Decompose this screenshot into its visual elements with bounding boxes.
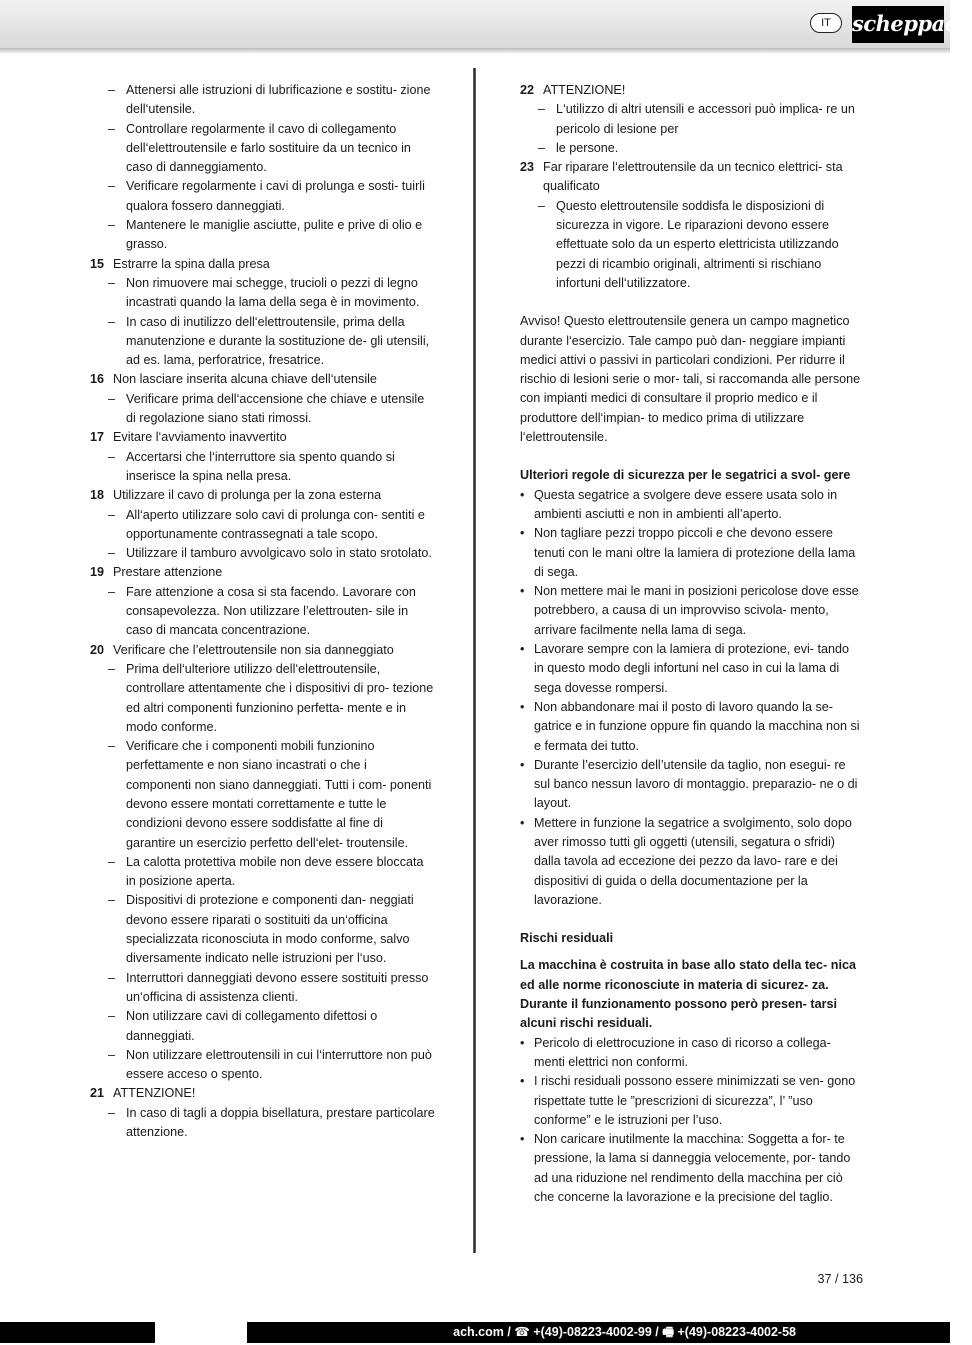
item-number: 22: [520, 83, 535, 97]
dash-marker: –: [108, 584, 116, 599]
dash-item: [90, 1007, 435, 1046]
numbered-item: [90, 486, 435, 505]
bullet-item: [520, 756, 862, 814]
item-text: Verificare che i componenti mobili funzionino perfettamente e non siano incastrati o che i componenti non siano danneggiati. Tutti i com- ponenti devono essere montati correttamente e tutte le condizioni devono essere soddisfatte al fine di garantire un esercizio perfetto dell‘elet- troutensile.: [126, 739, 432, 850]
item-text: Verificare regolarmente i cavi di prolunga e sosti- tuirli qualora fossero danneggiati.: [126, 179, 425, 213]
dash-item: [90, 216, 435, 255]
item-text: La calotta protettiva mobile non deve essere bloccata in posizione aperta.: [126, 854, 424, 889]
page-header: [0, 0, 950, 49]
dash-item: [90, 853, 435, 892]
dash-marker: –: [108, 854, 116, 869]
dash-item: [90, 583, 435, 641]
item-text: Non tagliare pezzi troppo piccoli e che devono essere tenuti con le mani oltre la lamiera di protezione della lama di sega.: [534, 526, 856, 579]
bullet-item: [520, 486, 862, 525]
item-text: Non mettere mai le mani in posizioni pericolose dove esse potrebbero, a causa di un improvviso scivola- mento, arrivare facilmente nella lama di sega.: [534, 584, 859, 637]
dash-item: [520, 197, 862, 293]
paragraph: Avviso! Questo elettroutensile genera un campo magnetico durante l‘esercizio. Tale campo può dan- neggiare impianti medici attivi o passivi in particolari condizioni. Per ridurre il rischio di lesioni serie o mor- tali, si raccomanda alle persone con impianti medici di consultare il proprio medico e il produttore dell‘impian- to medico prima di utilizzare l‘elettroutensile.: [520, 314, 861, 445]
dash-item: [90, 81, 435, 120]
item-text: I rischi residuali possono essere minimizzati se ven- gono rispettate tutte le ”prescrizioni di sicurezza”, l’ ”uso conforme” e le istruzioni per l’uso.: [534, 1074, 856, 1127]
dash-marker: –: [108, 893, 116, 908]
spacer: [520, 948, 862, 956]
dash-item: [90, 544, 435, 563]
item-text: Non utilizzare elettroutensili in cui l‘interruttore non può essere acceso o spento.: [126, 1047, 432, 1082]
dash-item: [90, 120, 435, 178]
spacer: [520, 910, 862, 929]
item-text: le persone.: [556, 140, 619, 155]
dash-marker: –: [108, 449, 116, 464]
dash-item: [520, 100, 862, 139]
dash-marker: –: [108, 391, 116, 406]
item-text: Mantenere le maniglie asciutte, pulite e prive di olio e grasso.: [126, 218, 423, 252]
dash-marker: –: [108, 179, 116, 194]
item-number: 16: [90, 372, 105, 387]
item-text: Non caricare inutilmente la macchina: Soggetta a for- te pressione, la lama si danneggia velocemente, por- tando ad una riduzione nel rendimento della macchina per ciò che concerne la lavorazione e la precisione del taglio.: [534, 1132, 851, 1205]
dash-marker: –: [108, 314, 116, 329]
spacer: [520, 293, 862, 312]
bullet-marker: •: [520, 487, 525, 502]
dash-marker: –: [108, 507, 116, 522]
right-column: [520, 81, 862, 1207]
item-text: Non abbandonare mai il posto di lavoro quando la se- gatrice e in funzione oppure fin quando la macchina non si e fermata dei tutto.: [534, 699, 860, 753]
item-text: Mettere in funzione la segatrice a svolgimento, solo dopo aver rimosso tutti gli oggetti (utensili, segatura o sfridi) dalla tavola ad eccezione dei pezzo da lavo- rare e dei dispositivi di guida o della documentazione per la lavorazione.: [534, 815, 852, 907]
item-text: In caso di tagli a doppia bisellatura, prestare particolare attenzione.: [126, 1105, 435, 1140]
dash-marker: –: [108, 661, 116, 676]
bullet-item: [520, 1072, 862, 1130]
bullet-item: [520, 698, 862, 756]
dash-item: [90, 448, 435, 487]
bullet-item: [520, 640, 862, 698]
spacer: [520, 447, 862, 466]
bullet-marker: •: [520, 526, 525, 541]
dash-marker: –: [538, 198, 546, 213]
item-number: 17: [90, 430, 105, 445]
item-text: Evitare l‘avviamento inavvertito: [113, 430, 287, 445]
item-text: Prima dell‘ulteriore utilizzo dell‘elettroutensile, controllare attentamente che i dispositivi di pro- tezione ed altri componenti funzionino perfetta- mente e in modo conforme.: [126, 661, 434, 734]
bullet-marker: •: [520, 642, 525, 657]
item-text: Non rimuovere mai schegge, trucioli o pezzi di legno incastrati quando la lama della sega è in movimento.: [126, 275, 420, 310]
item-text: Verificare prima dell‘accensione che chiave e utensile di regolazione siano stati rimossi.: [126, 391, 425, 426]
bullet-item: [520, 582, 862, 640]
item-text: Far riparare l‘elettroutensile da un tecnico elettrici- sta qualificato: [543, 160, 843, 194]
bullet-marker: •: [520, 757, 525, 772]
item-text: All‘aperto utilizzare solo cavi di prolunga con- sentiti e opportunamente contrassegnati a tale scopo.: [126, 507, 425, 541]
dash-item: [90, 969, 435, 1008]
item-number: 23: [520, 160, 535, 175]
dash-item: [90, 891, 435, 968]
language-badge: IT: [810, 13, 842, 33]
bullet-marker: •: [520, 1074, 525, 1089]
bullet-marker: •: [520, 584, 525, 599]
dash-marker: –: [108, 1047, 116, 1062]
left-column: [90, 81, 435, 1142]
section-heading: Ulteriori regole di sicurezza per le segatrici a svol- gere: [520, 468, 851, 483]
dash-item: [90, 1046, 435, 1085]
bullet-marker: •: [520, 1132, 525, 1147]
item-text: ATTENZIONE!: [543, 83, 626, 97]
bullet-marker: •: [520, 699, 525, 714]
item-text: Non lasciare inserita alcuna chiave dell‘utensile: [113, 372, 377, 387]
footer-contact: ach.com / ☎ +(49)-08223-4002-99 / 🖷 +(49)-08223-4002-58: [453, 1325, 796, 1339]
bullet-marker: •: [520, 815, 525, 830]
numbered-item: [520, 81, 862, 100]
numbered-item: [90, 641, 435, 660]
dash-marker: –: [108, 970, 116, 985]
item-text: Verificare che l’elettroutensile non sia danneggiato: [113, 642, 394, 657]
item-text: ATTENZIONE!: [113, 1086, 196, 1101]
item-text: Fare attenzione a cosa si sta facendo. Lavorare con consapevolezza. Non utilizzare l’elettrouten- sile in caso di mancata concentrazione.: [126, 584, 416, 638]
footer-gap: [155, 1322, 247, 1343]
dash-marker: –: [108, 275, 116, 290]
item-text: Questa segatrice a svolgere deve essere usata solo in ambienti asciutti e non in ambienti all’aperto.: [534, 487, 838, 521]
item-text: Controllare regolarmente il cavo di collegamento dell‘elettroutensile e farlo sostituire da un tecnico in caso di danneggiamento.: [126, 121, 411, 175]
dash-item: [520, 139, 862, 158]
numbered-item: [90, 563, 435, 582]
numbered-item: [520, 158, 862, 197]
brand-logo: scheppach: [852, 6, 944, 43]
dash-marker: –: [108, 218, 116, 233]
dash-marker: –: [108, 83, 116, 97]
item-number: 15: [90, 256, 105, 271]
item-text: Prestare attenzione: [113, 565, 223, 580]
item-text: Non utilizzare cavi di collegamento difettosi o danneggiati.: [126, 1009, 378, 1043]
item-text: Questo elettroutensile soddisfa le disposizioni di sicurezza in vigore. Le riparazioni devono essere effettuate solo da un esperto elettricista utilizzando pezzi di ricambio originali, altrimenti si rischiano infortuni dell‘utilizzatore.: [556, 198, 839, 290]
item-text: In caso di inutilizzo dell‘elettroutensile, prima della manutenzione e durante la sostituzione de- gli utensili, ad es. lama, perforatrice, fresatrice.: [126, 314, 430, 368]
dash-item: [90, 313, 435, 371]
numbered-item: [90, 370, 435, 389]
bullet-item: [520, 524, 862, 582]
item-text: Pericolo di elettrocuzione in caso di ricorso a collega- menti elettrici non conformi.: [534, 1035, 831, 1069]
numbered-item: [90, 1084, 435, 1103]
header-shadow: [0, 48, 950, 54]
dash-marker: –: [108, 1009, 116, 1024]
dash-item: [90, 274, 435, 313]
dash-item: [90, 390, 435, 429]
dash-marker: –: [538, 102, 546, 117]
item-text: Lavorare sempre con la lamiera di protezione, evi- tando in questo modo degli infortuni nel caso in cui la lama di sega dovesse rompersi.: [534, 642, 850, 695]
item-text: Interruttori danneggiati devono essere sostituiti presso un‘officina di assistenza clienti.: [126, 970, 429, 1004]
item-number: 21: [90, 1086, 105, 1101]
dash-item: [90, 660, 435, 737]
item-text: Accertarsi che l‘interruttore sia spento quando si inserisce la spina nella presa.: [126, 449, 395, 483]
item-text: Durante l’esercizio dell’utensile da taglio, non esegui- re sul banco nessun lavoro di montaggio. preparazio- ne o di layout.: [534, 757, 858, 811]
dash-item: [90, 1104, 435, 1143]
dash-marker: –: [108, 121, 116, 136]
numbered-item: [90, 255, 435, 274]
item-text: L‘utilizzo di altri utensili e accessori può implica- re un pericolo di lesione per: [556, 102, 855, 136]
dash-marker: –: [108, 546, 116, 561]
item-number: 18: [90, 488, 105, 503]
bullet-item: [520, 814, 862, 910]
numbered-item: [90, 428, 435, 447]
page-number: 37 / 136: [817, 1272, 863, 1286]
section-heading: Rischi residuali: [520, 931, 614, 946]
item-number: 19: [90, 565, 105, 580]
column-divider: [473, 68, 476, 1253]
bullet-item: [520, 1034, 862, 1073]
dash-item: [90, 506, 435, 545]
item-text: Utilizzare il tamburo avvolgicavo solo in stato srotolato.: [126, 546, 432, 561]
dash-marker: –: [108, 1105, 116, 1120]
item-text: Utilizzare il cavo di prolunga per la zona esterna: [113, 488, 382, 503]
bullet-item: [520, 1130, 862, 1207]
dash-item: [90, 737, 435, 853]
section-heading: La macchina è costruita in base allo stato della tec- nica ed alle norme riconosciute in materia di sicurez- za. Durante il funzionamento possono però presen- tarsi alcuni rischi residuali.: [520, 958, 856, 1031]
dash-marker: –: [538, 140, 546, 155]
bullet-marker: •: [520, 1035, 525, 1050]
dash-marker: –: [108, 739, 116, 754]
item-number: 20: [90, 642, 105, 657]
item-text: Attenersi alle istruzioni di lubrificazione e sostitu- zione dell‘utensile.: [126, 83, 431, 117]
item-text: Estrarre la spina dalla presa: [113, 256, 270, 271]
item-text: Dispositivi di protezione e componenti dan- neggiati devono essere riparati o sostituiti da un‘officina specializzata riconosciuta in modo conforme, salvo diversamente indicato nelle istruzioni per l‘uso.: [126, 893, 414, 966]
dash-item: [90, 177, 435, 216]
